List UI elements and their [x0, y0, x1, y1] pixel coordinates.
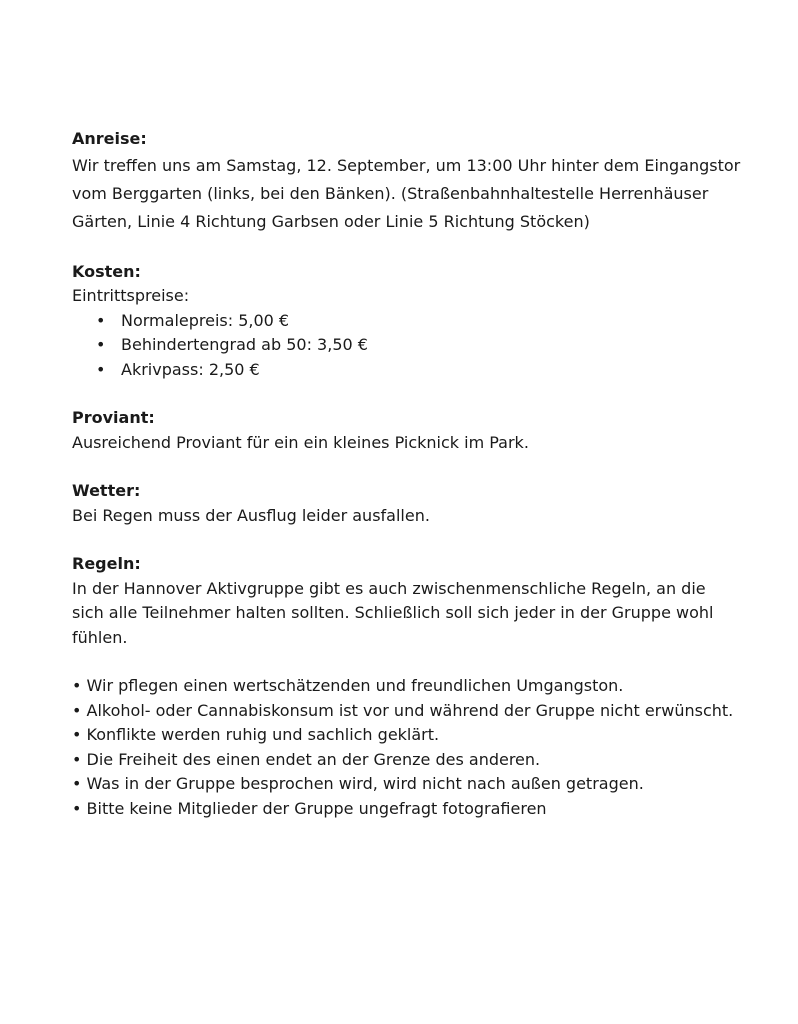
spacer: [72, 382, 742, 406]
proviant-heading: Proviant:: [72, 408, 155, 427]
anreise-heading: Anreise:: [72, 129, 147, 148]
proviant-section: [72, 406, 742, 455]
rules-list: [72, 674, 742, 821]
spacer: [72, 528, 742, 552]
rule-item: • Bitte keine Mitglieder der Gruppe ungefragt fotografieren: [72, 798, 547, 818]
regeln-section: [72, 552, 742, 821]
price-item-aktivpass: [72, 358, 742, 383]
price-list: [72, 309, 742, 383]
rule-item: • Was in der Gruppe besprochen wird, wird nicht nach außen getragen.: [72, 774, 644, 793]
rule-item: • Alkohol- oder Cannabiskonsum ist vor und während der Gruppe nicht erwünscht.: [72, 700, 734, 720]
wetter-text: Bei Regen muss der Ausflug leider ausfallen.: [72, 505, 430, 525]
anreise-text: Wir treffen uns am Samstag, 12. September, um 13:00 Uhr hinter dem Eingangstor vom Berggarten (links, bei den Bänken). (Straßenbahnhaltestelle Herrenhäuser Gärten, Linie 4 Richtung Garbsen oder Linie 5 Richtung Stöcken): [72, 155, 741, 231]
regeln-heading: Regeln:: [72, 554, 141, 573]
price-item-label: Normalepreis: 5,00 €: [121, 310, 290, 330]
document-page: [72, 127, 742, 821]
rule-item: • Wir pflegen einen wertschätzenden und freundlichen Umgangston.: [72, 676, 624, 695]
proviant-text: Ausreichend Proviant für ein ein kleines Picknick im Park.: [72, 432, 529, 452]
kosten-section: [72, 260, 742, 383]
spacer: [72, 236, 742, 260]
bullet-icon: •: [96, 359, 106, 379]
wetter-heading: Wetter:: [72, 481, 141, 500]
price-item-label: Akrivpass: 2,50 €: [121, 359, 260, 379]
price-item-disabled: [72, 333, 742, 358]
rule-item: • Die Freiheit des einen endet an der Grenze des anderen.: [72, 749, 541, 769]
kosten-intro: Eintrittspreise:: [72, 286, 190, 305]
price-item-normal: [72, 309, 742, 334]
rule-item: • Konflikte werden ruhig und sachlich geklärt.: [72, 725, 440, 744]
kosten-heading: Kosten:: [72, 261, 141, 281]
anreise-section: [72, 127, 742, 236]
price-item-label: Behindertengrad ab 50: 3,50 €: [121, 335, 368, 354]
spacer: [72, 650, 742, 674]
spacer: [72, 455, 742, 479]
wetter-section: [72, 479, 742, 528]
bullet-icon: •: [96, 335, 106, 354]
regeln-text: In der Hannover Aktivgruppe gibt es auch zwischenmenschliche Regeln, an die sich alle Teilnehmer halten sollten. Schließlich soll sich jeder in der Gruppe wohl fühlen.: [72, 578, 714, 647]
bullet-icon: •: [96, 310, 106, 330]
